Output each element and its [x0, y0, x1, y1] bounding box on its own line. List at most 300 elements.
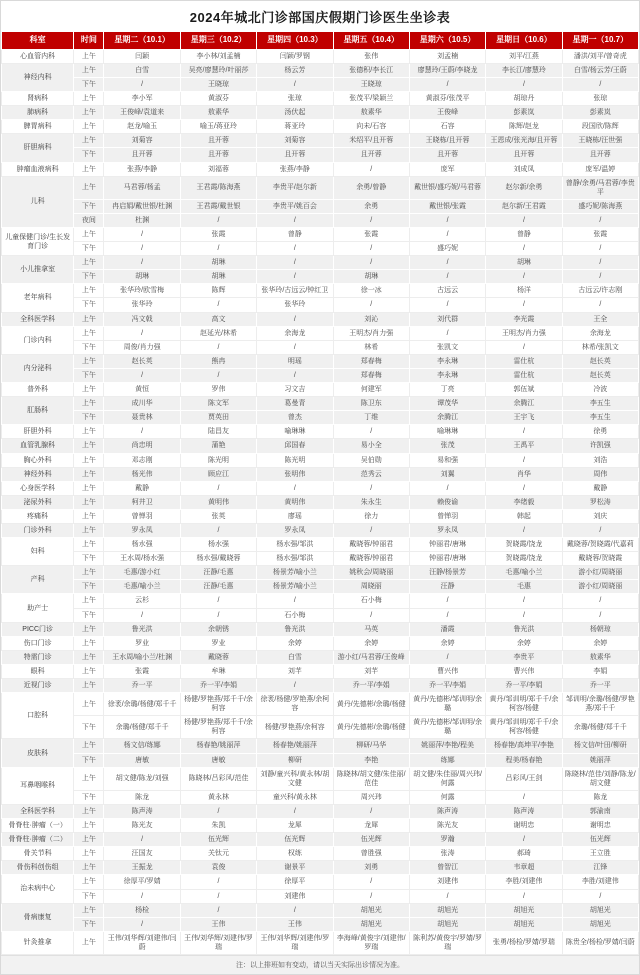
doctor-cell: /	[104, 228, 180, 242]
doctor-cell: 汪静/毛惠	[180, 580, 256, 594]
department-cell: 产科	[2, 566, 74, 594]
time-cell: 上午	[74, 312, 104, 326]
time-cell: 上午	[74, 566, 104, 580]
doctor-cell: /	[486, 790, 562, 804]
time-cell: 上午	[74, 383, 104, 397]
doctor-cell: 伍光辉	[333, 833, 409, 847]
time-cell: 下午	[74, 368, 104, 382]
doctor-cell: /	[257, 679, 333, 693]
doctor-cell: 杨水强	[180, 538, 256, 552]
doctor-cell: 盛巧妮/陈海燕	[562, 199, 638, 213]
doctor-cell: 练娜	[409, 753, 485, 767]
table-row	[2, 340, 639, 354]
table-row	[2, 162, 639, 176]
table-row	[2, 495, 639, 509]
doctor-cell: 黄淑芬	[180, 92, 256, 106]
doctor-cell: 赵尔新/余勇	[486, 176, 562, 199]
time-cell: 上午	[74, 63, 104, 77]
column-header-5: 星期五（10.4）	[333, 32, 409, 50]
doctor-cell: /	[180, 481, 256, 495]
doctor-cell: 张燕/李静	[104, 162, 180, 176]
table-row	[2, 636, 639, 650]
doctor-cell: 冷波	[562, 383, 638, 397]
doctor-cell: 姚丽萍/李艳/程美	[409, 739, 485, 753]
doctor-cell: 李贵平/赵尔新	[257, 176, 333, 199]
doctor-cell: /	[333, 523, 409, 537]
doctor-cell: 罗伟	[180, 383, 256, 397]
doctor-cell: 周兴玮	[333, 790, 409, 804]
doctor-cell: 李海峰/黄俊宇/刘建伟/罗瑞	[333, 931, 409, 954]
table-row	[2, 679, 639, 693]
time-cell: 上午	[74, 92, 104, 106]
table-row	[2, 833, 639, 847]
department-cell: 特需门诊	[2, 650, 74, 664]
doctor-cell: 廖瑶	[257, 509, 333, 523]
doctor-cell: 刘平/江燕	[486, 49, 562, 63]
department-cell: 普外科	[2, 383, 74, 397]
doctor-cell: 郑春梅	[333, 354, 409, 368]
doctor-cell: /	[486, 889, 562, 903]
doctor-cell: 明瑶	[257, 354, 333, 368]
doctor-cell: 庞军/温婷	[562, 162, 638, 176]
doctor-cell: 柳研/马华	[333, 739, 409, 753]
doctor-cell: 徐厚平	[257, 875, 333, 889]
doctor-cell: 汪静/毛惠	[180, 566, 256, 580]
doctor-cell: 龙犀	[257, 819, 333, 833]
time-cell: 上午	[74, 875, 104, 889]
doctor-cell: 黄明伟	[257, 495, 333, 509]
doctor-cell: 古远云	[409, 284, 485, 298]
doctor-cell: /	[333, 256, 409, 270]
table-row	[2, 594, 639, 608]
doctor-cell: 鲁光洪	[257, 622, 333, 636]
doctor-cell: 张勇/杨检/罗婧/罗瑞	[486, 931, 562, 954]
doctor-cell: 郭渝南	[562, 804, 638, 818]
doctor-cell: 黄丹/邹训明/郑千千/余柯容/杨健	[486, 716, 562, 739]
doctor-cell: 丁亮	[409, 383, 485, 397]
doctor-cell: 米绍平/且开蓉	[333, 134, 409, 148]
doctor-cell: 石小梅	[257, 608, 333, 622]
time-cell: 下午	[74, 298, 104, 312]
doctor-cell: 汪静/杨景芳	[409, 566, 485, 580]
doctor-cell: 徐袤/余璐/杨健/郑千千	[104, 693, 180, 716]
table-row	[2, 538, 639, 552]
doctor-cell: 谢明忠	[562, 819, 638, 833]
doctor-cell: 王伟/刘华辉/刘建伟/闫蔚	[104, 931, 180, 954]
table-row	[2, 580, 639, 594]
doctor-cell: 袁俊	[180, 861, 256, 875]
doctor-cell: 张华玲/古远云/钟红卫	[257, 284, 333, 298]
doctor-cell: 杨云芳	[257, 63, 333, 77]
doctor-cell: /	[180, 594, 256, 608]
doctor-cell: /	[409, 481, 485, 495]
doctor-cell: 李艳	[333, 753, 409, 767]
doctor-cell: /	[409, 594, 485, 608]
doctor-cell: 黄明伟	[180, 495, 256, 509]
doctor-cell: /	[409, 326, 485, 340]
time-cell: 上午	[74, 931, 104, 954]
table-row	[2, 199, 639, 213]
doctor-cell: 蒲艳	[180, 439, 256, 453]
doctor-cell: 胡文健/朱佳丽/周兴玮/何露	[409, 767, 485, 790]
doctor-cell: /	[257, 804, 333, 818]
doctor-cell: 乔一平	[104, 679, 180, 693]
doctor-cell: /	[257, 270, 333, 284]
time-cell: 上午	[74, 106, 104, 120]
doctor-cell: 曹兴伟	[486, 664, 562, 678]
doctor-cell: 王伟/刘华辉/刘建伟/罗瑞	[257, 931, 333, 954]
doctor-cell: 胡琼丹	[486, 92, 562, 106]
time-cell: 下午	[74, 199, 104, 213]
doctor-cell: 潘霞	[409, 622, 485, 636]
doctor-cell: 石小梅	[333, 594, 409, 608]
doctor-cell: 张霞	[180, 228, 256, 242]
doctor-cell: 张霞	[333, 228, 409, 242]
doctor-cell: 刘菊容	[104, 134, 180, 148]
doctor-cell: 陈辉	[180, 284, 256, 298]
doctor-cell: /	[409, 256, 485, 270]
doctor-cell: 白雪/杨云芳/王蔚	[562, 63, 638, 77]
table-row	[2, 256, 639, 270]
table-row	[2, 77, 639, 91]
department-cell: 肝胆外科	[2, 425, 74, 439]
doctor-cell: 曾胜强	[333, 847, 409, 861]
doctor-cell: 李永琳	[409, 354, 485, 368]
table-row	[2, 847, 639, 861]
time-cell: 上午	[74, 538, 104, 552]
doctor-cell: 柯井卫	[104, 495, 180, 509]
doctor-cell: 贾英田	[180, 411, 256, 425]
doctor-cell: 且开蓉	[257, 148, 333, 162]
doctor-cell: 余海龙	[562, 326, 638, 340]
department-cell: 儿科	[2, 176, 74, 227]
doctor-cell: 陈光友	[409, 819, 485, 833]
doctor-cell: 刘翼	[409, 467, 485, 481]
doctor-cell: 戴静	[104, 481, 180, 495]
time-cell: 上午	[74, 134, 104, 148]
doctor-cell: /	[180, 889, 256, 903]
doctor-cell: 赵长英	[562, 354, 638, 368]
department-cell: 神经内科	[2, 63, 74, 91]
doctor-cell: 黄丹/先德彬/邹训明/余璐	[409, 693, 485, 716]
doctor-cell: 雷仕杭	[486, 368, 562, 382]
table-row	[2, 804, 639, 818]
doctor-cell: 庞军	[409, 162, 485, 176]
doctor-cell: /	[486, 833, 562, 847]
department-cell: 儿童保健门诊/生长发育门诊	[2, 228, 74, 256]
doctor-cell: 李小军	[104, 92, 180, 106]
time-cell: 下午	[74, 889, 104, 903]
doctor-cell: 黄恒	[104, 383, 180, 397]
doctor-cell: 汪静	[409, 580, 485, 594]
doctor-cell: 李永琳	[409, 368, 485, 382]
doctor-cell: /	[486, 425, 562, 439]
table-row	[2, 608, 639, 622]
doctor-cell: /	[486, 298, 562, 312]
department-cell: 疼痛科	[2, 509, 74, 523]
doctor-cell: 张凯文	[409, 340, 485, 354]
department-cell: 心血管内科	[2, 49, 74, 63]
column-header-7: 星期日（10.6）	[486, 32, 562, 50]
doctor-cell: 赖俊谕	[409, 495, 485, 509]
doctor-cell: 牟琳	[180, 664, 256, 678]
table-row	[2, 326, 639, 340]
doctor-cell: /	[180, 368, 256, 382]
doctor-cell: 张德积/李长江	[333, 63, 409, 77]
doctor-cell: 习文吉	[257, 383, 333, 397]
doctor-cell: 余璐/杨健/郑千千	[104, 716, 180, 739]
column-header-6: 星期六（10.5）	[409, 32, 485, 50]
doctor-cell: 乔一平	[562, 679, 638, 693]
department-cell: 心身医学科	[2, 481, 74, 495]
time-cell: 上午	[74, 693, 104, 716]
table-row	[2, 242, 639, 256]
doctor-cell: 陈光明	[257, 453, 333, 467]
doctor-cell: 贺晓霞/饶龙	[486, 538, 562, 552]
doctor-cell: 王宇飞	[486, 411, 562, 425]
doctor-cell: 廖慧玲/王蔚/李晓龙	[409, 63, 485, 77]
doctor-cell: 罗业	[104, 636, 180, 650]
doctor-cell: 张茂	[409, 439, 485, 453]
table-row	[2, 790, 639, 804]
doctor-cell: /	[257, 340, 333, 354]
table-row	[2, 931, 639, 954]
doctor-cell: 盛巧妮	[409, 242, 485, 256]
department-cell: 神经外科	[2, 467, 74, 481]
doctor-cell: 且开蓉	[562, 148, 638, 162]
doctor-cell: 何建军	[333, 383, 409, 397]
department-cell: 治未病中心	[2, 875, 74, 903]
doctor-cell: 王明杰/肖力强	[333, 326, 409, 340]
doctor-cell: 陈龙	[104, 790, 180, 804]
doctor-cell: 胡文健/陈龙/刘强	[104, 767, 180, 790]
table-header	[2, 32, 639, 50]
doctor-cell: 杨水强/邹洪	[257, 552, 333, 566]
doctor-cell: 熊冉	[180, 354, 256, 368]
doctor-cell: 曾静	[486, 228, 562, 242]
doctor-cell: 王水周/喻小兰/杜渊	[104, 650, 180, 664]
doctor-cell: /	[257, 77, 333, 91]
table-row	[2, 622, 639, 636]
table-row	[2, 270, 639, 284]
doctor-cell: /	[104, 326, 180, 340]
doctor-cell: 王君霞/陈海燕	[180, 176, 256, 199]
doctor-cell: /	[333, 608, 409, 622]
doctor-cell: 何露	[409, 790, 485, 804]
doctor-cell: 童兴科/黄永林	[257, 790, 333, 804]
doctor-cell: 王振龙	[104, 861, 180, 875]
time-cell: 上午	[74, 739, 104, 753]
doctor-cell: /	[562, 608, 638, 622]
department-cell: 骨脊柱·肿瘤（一）	[2, 819, 74, 833]
doctor-cell: /	[180, 340, 256, 354]
doctor-cell: 顾应江	[180, 467, 256, 481]
doctor-cell: 冉启娟/戴世银/杜渊	[104, 199, 180, 213]
doctor-cell: /	[104, 425, 180, 439]
doctor-cell: /	[409, 650, 485, 664]
doctor-cell: 马君蓉/杨孟	[104, 176, 180, 199]
doctor-cell: 潘洪/刘平/曾奇虎	[562, 49, 638, 63]
doctor-cell: 杨洋	[486, 284, 562, 298]
doctor-cell: /	[180, 523, 256, 537]
time-cell: 上午	[74, 903, 104, 917]
doctor-cell: 喻琳琳	[409, 425, 485, 439]
doctor-cell: /	[486, 213, 562, 227]
doctor-cell: 李光霞	[486, 312, 562, 326]
doctor-cell: 林希/张凯文	[562, 340, 638, 354]
doctor-cell: 吴亮/廖慧玲/叶丽莎	[180, 63, 256, 77]
doctor-cell: 杨水强/邹洪	[257, 538, 333, 552]
table-row	[2, 453, 639, 467]
doctor-cell: 胡旭光	[486, 917, 562, 931]
doctor-cell: /	[562, 256, 638, 270]
doctor-cell: /	[486, 481, 562, 495]
doctor-cell: 郝琦	[486, 847, 562, 861]
doctor-cell: 吴伯勋	[333, 453, 409, 467]
doctor-cell: 徐勇	[562, 425, 638, 439]
doctor-cell: 黄永林	[180, 790, 256, 804]
doctor-cell: 陈利苏/黄俊宇/罗婧/罗瑞	[409, 931, 485, 954]
doctor-cell: /	[409, 213, 485, 227]
doctor-cell: 游小红/马君蓉/王俊峰	[333, 650, 409, 664]
doctor-cell: /	[486, 453, 562, 467]
doctor-cell: 李胜/刘建伟	[562, 875, 638, 889]
doctor-cell: 罗永凤	[104, 523, 180, 537]
doctor-cell: 鲁光洪	[104, 622, 180, 636]
doctor-cell: 马英	[333, 622, 409, 636]
doctor-cell: /	[562, 213, 638, 227]
doctor-cell: /	[486, 270, 562, 284]
doctor-cell: 李贵平/姚百会	[257, 199, 333, 213]
table-row	[2, 354, 639, 368]
table-row	[2, 875, 639, 889]
doctor-cell: 徐厚平/罗婧	[104, 875, 180, 889]
time-cell: 上午	[74, 650, 104, 664]
doctor-cell: /	[409, 77, 485, 91]
doctor-cell: 且开蓉	[486, 148, 562, 162]
time-cell: 上午	[74, 354, 104, 368]
doctor-cell: 杨健/罗艳燕/郑千千/余柯容	[180, 693, 256, 716]
doctor-cell: 朱凯	[180, 819, 256, 833]
time-cell: 下午	[74, 340, 104, 354]
table-row	[2, 753, 639, 767]
doctor-cell: 王伟	[180, 917, 256, 931]
doctor-cell: 陈晓林/范佳/刘静/陈龙/胡文健	[562, 767, 638, 790]
doctor-cell: 李绪毅	[486, 495, 562, 509]
doctor-cell: 王俊峰/袁道来	[104, 106, 180, 120]
doctor-cell: /	[562, 889, 638, 903]
doctor-cell: 乔一平/李娟	[409, 679, 485, 693]
doctor-cell: 李贵平	[486, 650, 562, 664]
table-row	[2, 49, 639, 63]
doctor-cell: 杨春艳/姚丽萍	[180, 739, 256, 753]
time-cell: 上午	[74, 664, 104, 678]
doctor-cell: 周晓丽	[333, 580, 409, 594]
doctor-cell: 闫颖	[104, 49, 180, 63]
doctor-cell: 陈声涛	[486, 804, 562, 818]
doctor-cell: /	[257, 594, 333, 608]
time-cell: 上午	[74, 453, 104, 467]
time-cell: 上午	[74, 256, 104, 270]
doctor-cell: 张茂平/梁颖兰	[333, 92, 409, 106]
doctor-cell: 杨景芳/喻小兰	[257, 566, 333, 580]
doctor-cell: 姚丽萍	[562, 753, 638, 767]
department-cell: 耳鼻咽喉科	[2, 767, 74, 804]
doctor-cell: 刘庆	[562, 509, 638, 523]
doctor-cell: /	[333, 162, 409, 176]
doctor-cell: 余婷	[333, 636, 409, 650]
doctor-cell: 张燕/李静	[257, 162, 333, 176]
doctor-cell: 曾惮羽	[409, 509, 485, 523]
doctor-cell: 胡旭光	[562, 903, 638, 917]
doctor-cell: 乔一平/李娟	[180, 679, 256, 693]
doctor-cell: 唐敏	[180, 753, 256, 767]
time-cell: 上午	[74, 767, 104, 790]
doctor-cell: 张霞	[562, 228, 638, 242]
doctor-cell: /	[562, 298, 638, 312]
doctor-cell: 王伟	[257, 917, 333, 931]
doctor-cell: 曹兴伟	[409, 664, 485, 678]
doctor-cell: /	[486, 77, 562, 91]
time-cell: 上午	[74, 509, 104, 523]
doctor-cell: 且开蓉	[104, 148, 180, 162]
doctor-cell: 余婷	[257, 636, 333, 650]
doctor-cell: /	[104, 608, 180, 622]
doctor-cell: 龙犀	[333, 819, 409, 833]
doctor-cell: 胡旭光	[333, 917, 409, 931]
doctor-cell: 胡琳	[104, 270, 180, 284]
doctor-cell: 丁维	[333, 411, 409, 425]
department-cell: 老年病科	[2, 284, 74, 312]
doctor-cell: 白雪	[104, 63, 180, 77]
doctor-cell: 王立胜	[562, 847, 638, 861]
doctor-cell: /	[486, 340, 562, 354]
doctor-cell: /	[257, 903, 333, 917]
doctor-cell: /	[257, 481, 333, 495]
department-cell: 眼科	[2, 664, 74, 678]
time-cell: 下午	[74, 790, 104, 804]
doctor-cell: 王恩成/张光海/且开蓉	[486, 134, 562, 148]
doctor-cell: 且开蓉	[180, 148, 256, 162]
doctor-cell: 张琼	[562, 92, 638, 106]
table-row	[2, 134, 639, 148]
doctor-cell: 彭素岚	[486, 106, 562, 120]
time-cell: 上午	[74, 861, 104, 875]
table-row	[2, 425, 639, 439]
doctor-cell: 杨检	[104, 903, 180, 917]
doctor-cell: 王君霞/戴世银	[180, 199, 256, 213]
doctor-cell: 郑春梅	[333, 368, 409, 382]
doctor-cell: 彭素岚	[562, 106, 638, 120]
department-cell: 门诊内科	[2, 326, 74, 354]
doctor-cell: /	[409, 608, 485, 622]
doctor-cell: /	[180, 608, 256, 622]
doctor-cell: 胡琳	[333, 270, 409, 284]
doctor-cell: 刘沁	[333, 312, 409, 326]
doctor-cell: /	[333, 425, 409, 439]
doctor-cell: 肖华	[486, 467, 562, 481]
doctor-cell: /	[486, 594, 562, 608]
doctor-cell: /	[257, 213, 333, 227]
doctor-cell: 罗永凤	[257, 523, 333, 537]
table-row	[2, 819, 639, 833]
table-row	[2, 439, 639, 453]
doctor-cell: 程美/杨春艳	[486, 753, 562, 767]
doctor-cell: /	[333, 804, 409, 818]
department-cell: 肾病科	[2, 92, 74, 106]
table-row	[2, 411, 639, 425]
table-row	[2, 383, 639, 397]
